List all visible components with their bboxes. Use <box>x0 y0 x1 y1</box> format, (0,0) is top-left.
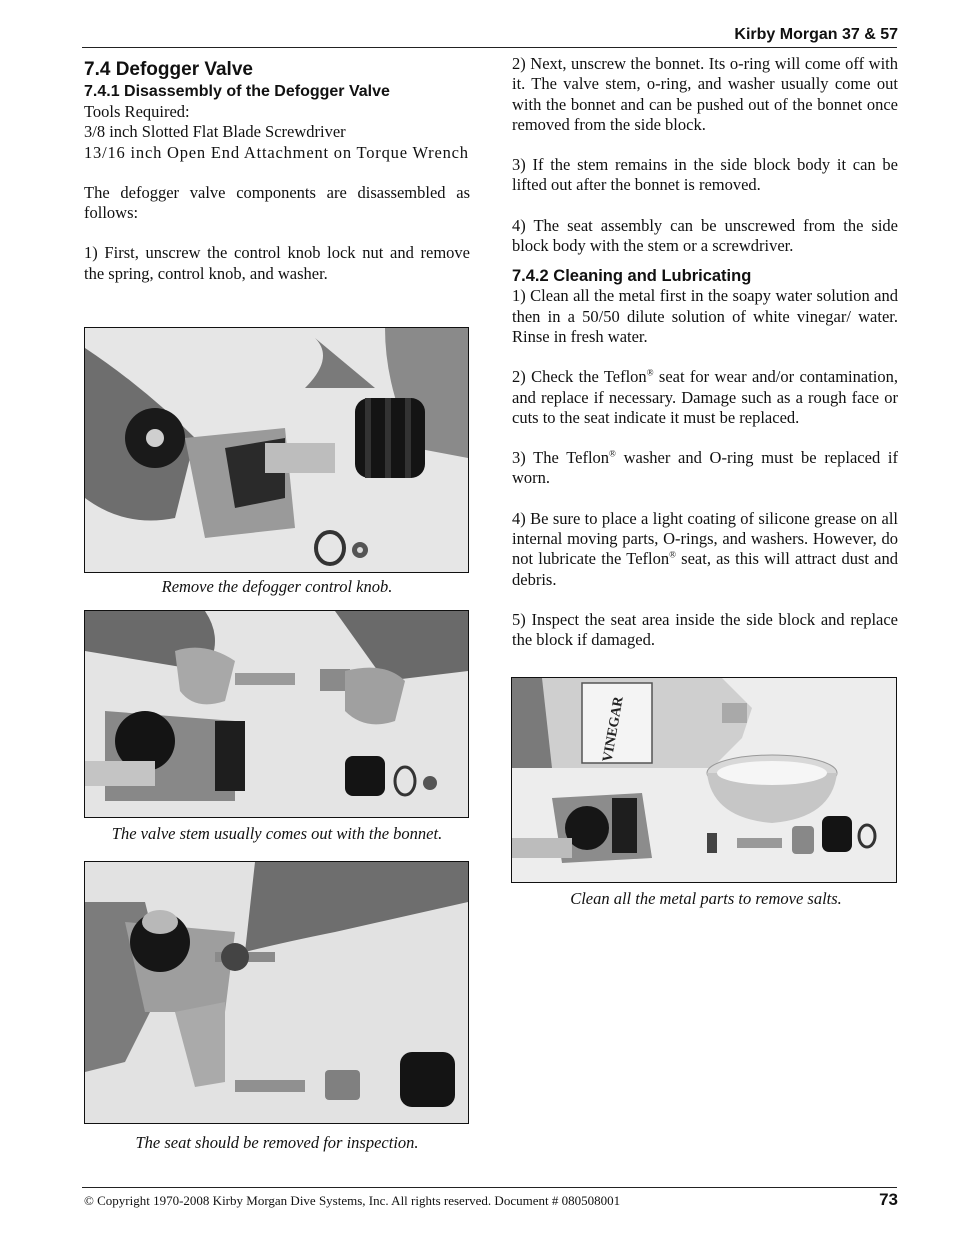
caption-fig1: Remove the defogger control knob. <box>161 577 393 596</box>
clean-step-3-end: washer and O-ring must be replaced if worn. <box>512 448 898 488</box>
photo-1-illustration <box>85 328 468 572</box>
clean-step-4-start: 4) Be sure to place a light coating of silicone grease on all internal moving parts, O-rings, and washers. However, do not lubricate the Teflon <box>512 508 898 569</box>
vinegar-label: VINEGAR <box>600 695 627 764</box>
tool-1: 3/8 inch Slotted Flat Blade Screwdriver <box>84 122 346 142</box>
step-2: 2) Next, unscrew the bonnet. Its o-ring will come off with it. The valve stem, o-ring, and washer usually come out with the bonnet and can be pushed out of the bonnet once removed from the side block. <box>512 54 898 134</box>
caption-fig2: The valve stem usually comes out with the bonnet. <box>111 824 443 843</box>
photo-remove-control-knob <box>84 327 469 573</box>
photo-clean-metal-parts <box>511 677 897 883</box>
header-rule <box>82 47 897 48</box>
step-1: 1) First, unscrew the control knob lock nut and remove the spring, control knob, and washer. <box>84 243 470 283</box>
photo-3-illustration <box>85 862 468 1123</box>
caption-fig4: Clean all the metal parts to remove salts. <box>570 889 842 908</box>
registered-mark: ® <box>669 549 676 560</box>
clean-step-2-start: 2) Check the Teflon <box>512 367 647 387</box>
subsection-title-disassembly: 7.4.1 Disassembly of the Defogger Valve <box>84 83 390 100</box>
clean-step-2 <box>512 367 898 428</box>
clean-step-5: 5) Inspect the seat area inside the side block and replace the block if damaged. <box>512 609 898 650</box>
caption-fig3: The seat should be removed for inspection. <box>135 1133 419 1152</box>
step-4: 4) The seat assembly can be unscrewed from the side block body with the stem or a screwdriver. <box>512 215 898 256</box>
photo-seat-removal <box>84 861 469 1124</box>
registered-mark: ® <box>646 367 654 378</box>
page-number: 73 <box>879 1190 898 1209</box>
registered-mark: ® <box>609 448 616 459</box>
footer-rule <box>82 1187 897 1188</box>
clean-step-1: 1) Clean all the metal first in the soapy water solution and then in a 50/50 dilute solution of white vinegar/ water. Rinse in fresh water. <box>512 286 898 346</box>
subsection-title-cleaning: 7.4.2 Cleaning and Lubricating <box>512 267 752 286</box>
tool-2: 13/16 inch Open End Attachment on Torque Wrench <box>84 142 469 162</box>
clean-step-3-start: 3) The Teflon <box>512 448 610 468</box>
clean-step-4 <box>512 509 898 590</box>
photo-2-illustration <box>85 611 468 817</box>
intro-paragraph: The defogger valve components are disassembled as follows: <box>84 182 470 223</box>
tools-label: Tools Required: <box>84 102 190 121</box>
footer-copyright: © Copyright 1970-2008 Kirby Morgan Dive Systems, Inc. All rights reserved. Document # 080508001 <box>84 1193 621 1208</box>
left-column <box>84 58 470 284</box>
right-column <box>512 54 898 651</box>
clean-step-2-end: seat for wear and/or contamination, and replace if necessary. Damage such as a rough face or cuts to the seat indicate it must be replaced. <box>512 367 898 427</box>
section-title: 7.4 Defogger Valve <box>84 59 253 80</box>
clean-step-4-end: seat, as this will attract dust and debris. <box>512 549 899 589</box>
step-3: 3) If the stem remains in the side block body it can be lifted out after the bonnet is removed. <box>512 155 898 195</box>
photo-valve-stem-with-bonnet <box>84 610 469 818</box>
photo-4-illustration <box>512 678 896 882</box>
clean-step-3 <box>512 448 898 489</box>
header-title: Kirby Morgan 37 & 57 <box>734 26 898 43</box>
